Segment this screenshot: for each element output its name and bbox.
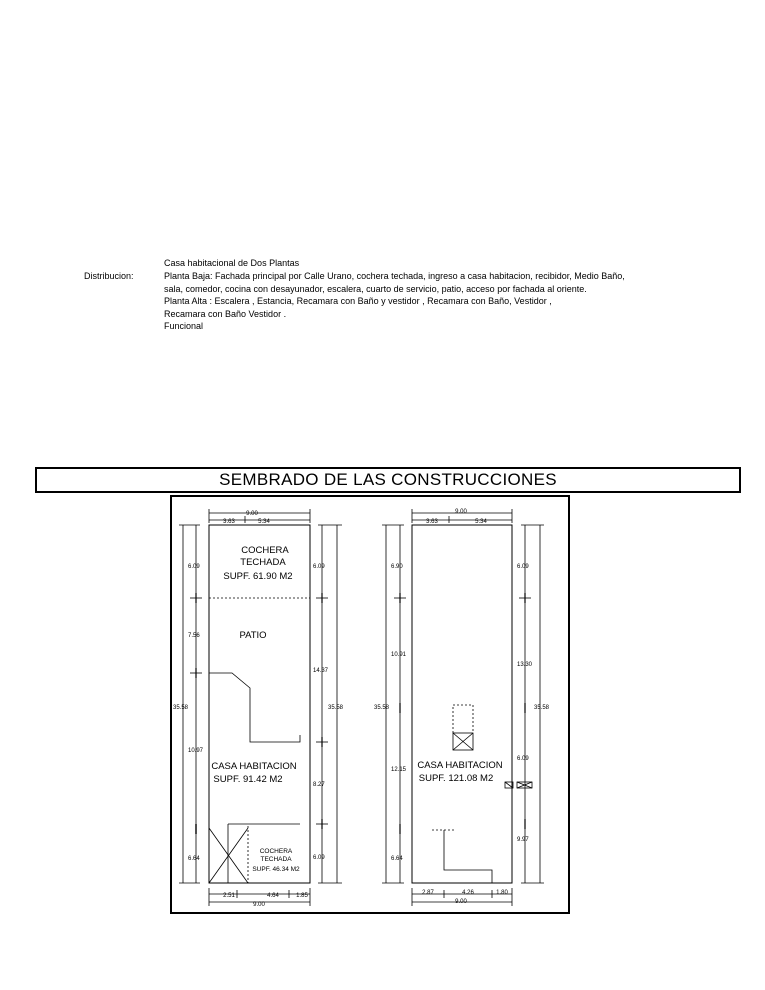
left-right-dim-4: 6.09 xyxy=(313,855,325,861)
left-cochera-b-label: COCHERA xyxy=(259,848,293,855)
right-bottom-c: 1.80 xyxy=(496,890,508,896)
distribution-line: Recamara con Baño Vestidor . xyxy=(164,308,287,319)
left-right-dim-1: 6.09 xyxy=(313,564,325,570)
right-dim-total: 35.58 xyxy=(534,705,550,711)
left-right-dim-3: 8.27 xyxy=(313,782,325,788)
distribution-line: sala, comedor, cocina con desayunador, escalera, cuarto de servicio, patio, acceso por fachada al oriente. xyxy=(164,283,587,294)
left-bottom-total: 9.00 xyxy=(253,902,265,908)
left-top-total: 9.00 xyxy=(246,511,258,517)
right-top-b: 5.34 xyxy=(475,519,487,525)
left-dim-3: 10.97 xyxy=(188,748,204,754)
left-dim-4: 6.64 xyxy=(188,856,200,862)
section-banner: SEMBRADO DE LAS CONSTRUCCIONES xyxy=(35,467,741,493)
patio-label: PATIO xyxy=(239,630,267,641)
left-techada-b-label: TECHADA xyxy=(260,856,292,863)
left-casa-label: CASA HABITACION xyxy=(211,761,297,772)
left-cochera-label: COCHERA xyxy=(241,545,289,556)
right-dim-2: 13.30 xyxy=(517,662,533,668)
right-left-dim-2: 10.91 xyxy=(391,652,407,658)
right-bottom-b: 4.26 xyxy=(462,890,474,896)
left-cochera-b-area: SUPF. 46.34 M2 xyxy=(252,866,300,873)
right-casa-area: SUPF. 121.08 M2 xyxy=(418,773,494,784)
left-bottom-a: 2.51 xyxy=(223,893,235,899)
right-bottom-total: 9.00 xyxy=(455,899,467,905)
right-dim-3: 6.09 xyxy=(517,756,529,762)
left-dim-total: 35.58 xyxy=(173,705,189,711)
right-bottom-a: 2.87 xyxy=(422,890,434,896)
left-right-dim-total: 35.58 xyxy=(328,705,344,711)
left-right-dim-2: 14.37 xyxy=(313,668,329,674)
right-top-a: 3.63 xyxy=(426,519,438,525)
left-top-a: 3.63 xyxy=(223,519,235,525)
distribution-label: Distribucion: xyxy=(84,271,134,281)
left-techada-label: TECHADA xyxy=(240,557,286,568)
right-dim-4: 9.97 xyxy=(517,837,529,843)
left-dim-2: 7.56 xyxy=(188,633,200,639)
right-dim-1: 6.09 xyxy=(517,564,529,570)
distribution-line: Planta Alta : Escalera , Estancia, Recamara con Baño y vestidor , Recamara con Baño, Vestidor , xyxy=(164,296,552,307)
left-bottom-b: 4.64 xyxy=(267,893,279,899)
distribution-line: Funcional xyxy=(164,321,204,332)
right-left-dim-1: 6.90 xyxy=(391,564,403,570)
description-title: Casa habitacional de Dos Plantas xyxy=(164,258,300,268)
distribution-line: Planta Baja: Fachada principal por Calle Urano, cochera techada, ingreso a casa habitacion, recibidor, Medio Baño, xyxy=(164,271,625,281)
left-casa-area: SUPF. 91.42 M2 xyxy=(213,774,283,785)
right-left-dim-4: 6.64 xyxy=(391,856,403,862)
right-left-dim-3: 12.15 xyxy=(391,767,407,773)
right-casa-label: CASA HABITACION xyxy=(417,760,503,771)
right-top-total: 9.00 xyxy=(455,509,467,515)
left-dim-1: 6.09 xyxy=(188,564,200,570)
left-bottom-c: 1.85 xyxy=(296,893,308,899)
left-cochera-area: SUPF. 61.90 M2 xyxy=(223,571,293,582)
left-top-b: 5.34 xyxy=(258,519,270,525)
right-left-dim-total: 35.58 xyxy=(374,705,390,711)
